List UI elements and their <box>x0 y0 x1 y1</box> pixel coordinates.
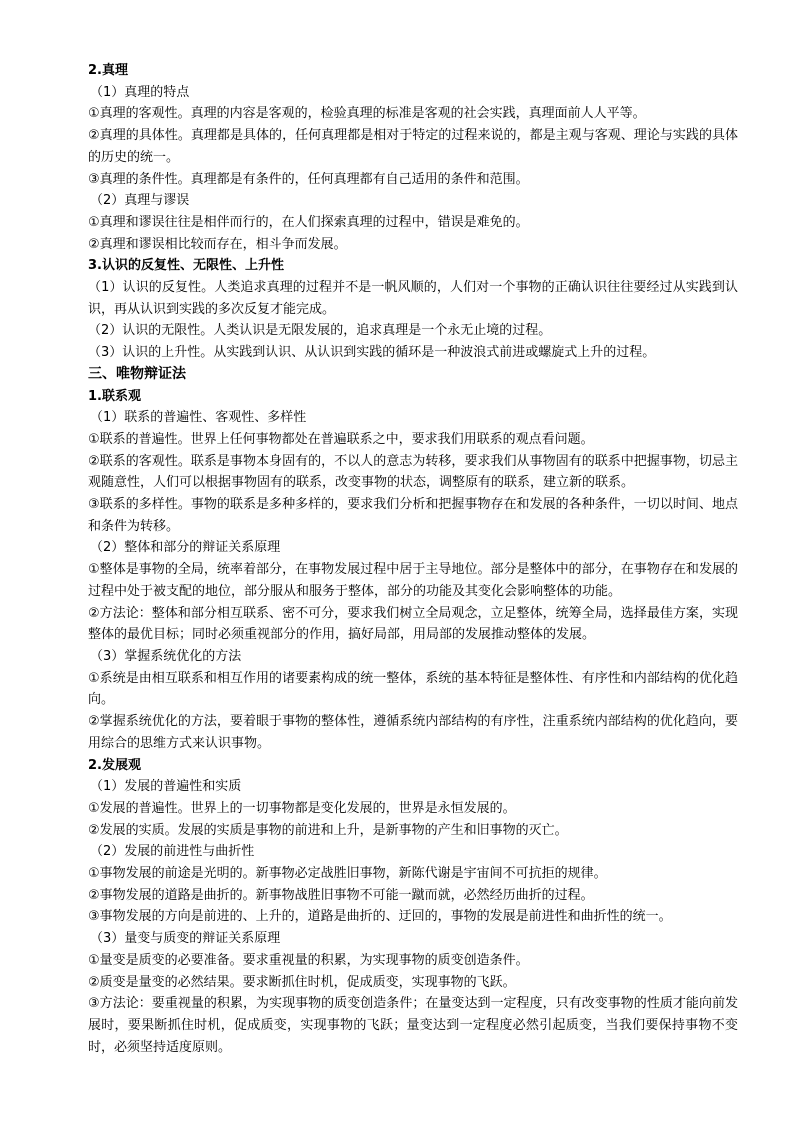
section-heading: 2.真理 <box>88 63 128 78</box>
paragraph: ①系统是由相互联系和相互作用的诸要素构成的统一整体，系统的基本特征是整体性、有序性和内部结构的优化趋向。 <box>88 670 738 708</box>
paragraph: ①发展的普遍性。世界上的一切事物都是变化发展的，世界是永恒发展的。 <box>88 800 516 816</box>
paragraph: ②真理的具体性。真理都是具体的，任何真理都是相对于特定的过程来说的，都是主观与客观、理论与实践的具体的历史的统一。 <box>88 128 738 165</box>
paragraph: ③方法论：要重视量的积累，为实现事物的质变创造条件；在量变达到一定程度，只有改变事物的性质才能向前发展时，要果断抓住时机，促成质变，实现事物的飞跃；量变达到一定程度必然引起质变，当我们要保持事物不变时，必须坚持适度原则。 <box>88 996 738 1055</box>
paragraph: ②事物发展的道路是曲折的。新事物战胜旧事物不可能一蹴而就，必然经历曲折的过程。 <box>88 887 594 903</box>
subsection-heading: （2）整体和部分的辩证关系原理 <box>90 540 281 556</box>
paragraph: ②质变是量变的必然结果。要求断抓住时机，促成质变，实现事物的飞跃。 <box>88 974 516 990</box>
section-heading: 3.认识的反复性、无限性、上升性 <box>88 258 284 274</box>
paragraph: ②发展的实质。发展的实质是事物的前进和上升，是新事物的产生和旧事物的灭亡。 <box>88 822 568 838</box>
subsection-heading: （1）发展的普遍性和实质 <box>90 779 242 795</box>
paragraph: （2）认识的无限性。人类认识是无限发展的，追求真理是一个永无止境的过程。 <box>88 323 552 339</box>
paragraph: （1）认识的反复性。人类追求真理的过程并不是一帆风顺的，人们对一个事物的正确认识往往要经过从实践到认识，再从认识到实践的多次反复才能完成。 <box>88 280 738 317</box>
section-heading: 2.发展观 <box>88 757 141 773</box>
section-heading: 1.联系观 <box>88 388 141 404</box>
subsection-heading: （1）联系的普遍性、客观性、多样性 <box>90 410 307 426</box>
paragraph: ②联系的客观性。联系是事物本身固有的，不以人的意志为转移，要求我们从事物固有的联系中把握事物，切忌主观随意性，人们可以根据事物固有的联系，改变事物的状态，调整原有的联系，建立新的联系。 <box>88 453 738 491</box>
subsection-heading: （1）真理的特点 <box>90 84 190 100</box>
paragraph: ③事物发展的方向是前进的、上升的，道路是曲折的、迂回的，事物的发展是前进性和曲折性的统一。 <box>88 909 672 925</box>
chapter-title: 三、唯物辩证法 <box>88 365 186 382</box>
subsection-heading: （2）发展的前进性与曲折性 <box>90 844 255 860</box>
paragraph: ①联系的普遍性。世界上任何事物都处在普遍联系之中，要求我们用联系的观点看问题。 <box>88 431 594 447</box>
paragraph: ①事物发展的前途是光明的。新事物必定战胜旧事物，新陈代谢是宇宙间不可抗拒的规律。 <box>88 866 607 882</box>
paragraph: ②掌握系统优化的方法，要着眼于事物的整体性，遵循系统内部结构的有序性，注重系统内部结构的优化趋向，要用综合的思维方式来认识事物。 <box>88 714 738 751</box>
paragraph: ①真理的客观性。真理的内容是客观的，检验真理的标准是客观的社会实践，真理面前人人平等。 <box>88 106 646 122</box>
paragraph: ①真理和谬误往往是相伴而行的，在人们探索真理的过程中，错误是难免的。 <box>88 214 529 230</box>
subsection-heading: （2）真理与谬误 <box>90 193 190 209</box>
paragraph: ②真理和谬误相比较而存在，相斗争而发展。 <box>88 236 347 252</box>
paragraph: ①整体是事物的全局，统率着部分，在事物发展过程中居于主导地位。部分是整体中的部分，在事物存在和发展的过程中处于被支配的地位，部分服从和服务于整体，部分的功能及其变化会影响整体的功能。 <box>88 562 738 599</box>
paragraph: ③真理的条件性。真理都是有条件的，任何真理都有自己适用的条件和范围。 <box>88 171 529 187</box>
paragraph: ①量变是质变的必要准备。要求重视量的积累，为实现事物的质变创造条件。 <box>88 952 529 968</box>
paragraph: ③联系的多样性。事物的联系是多种多样的，要求我们分析和把握事物存在和发展的各种条件，一切以时间、地点和条件为转移。 <box>88 497 738 534</box>
subsection-heading: （3）量变与质变的辩证关系原理 <box>90 931 281 947</box>
subsection-heading: （3）掌握系统优化的方法 <box>90 648 242 664</box>
document-page <box>88 60 738 1058</box>
paragraph: ②方法论：整体和部分相互联系、密不可分，要求我们树立全局观念，立足整体，统筹全局，选择最佳方案，实现整体的最优目标；同时必须重视部分的作用，搞好局部，用局部的发展推动整体的发展。 <box>88 605 738 643</box>
paragraph: （3）认识的上升性。从实践到认识、从认识到实践的循环是一种波浪式前进或螺旋式上升的过程。 <box>88 345 656 361</box>
